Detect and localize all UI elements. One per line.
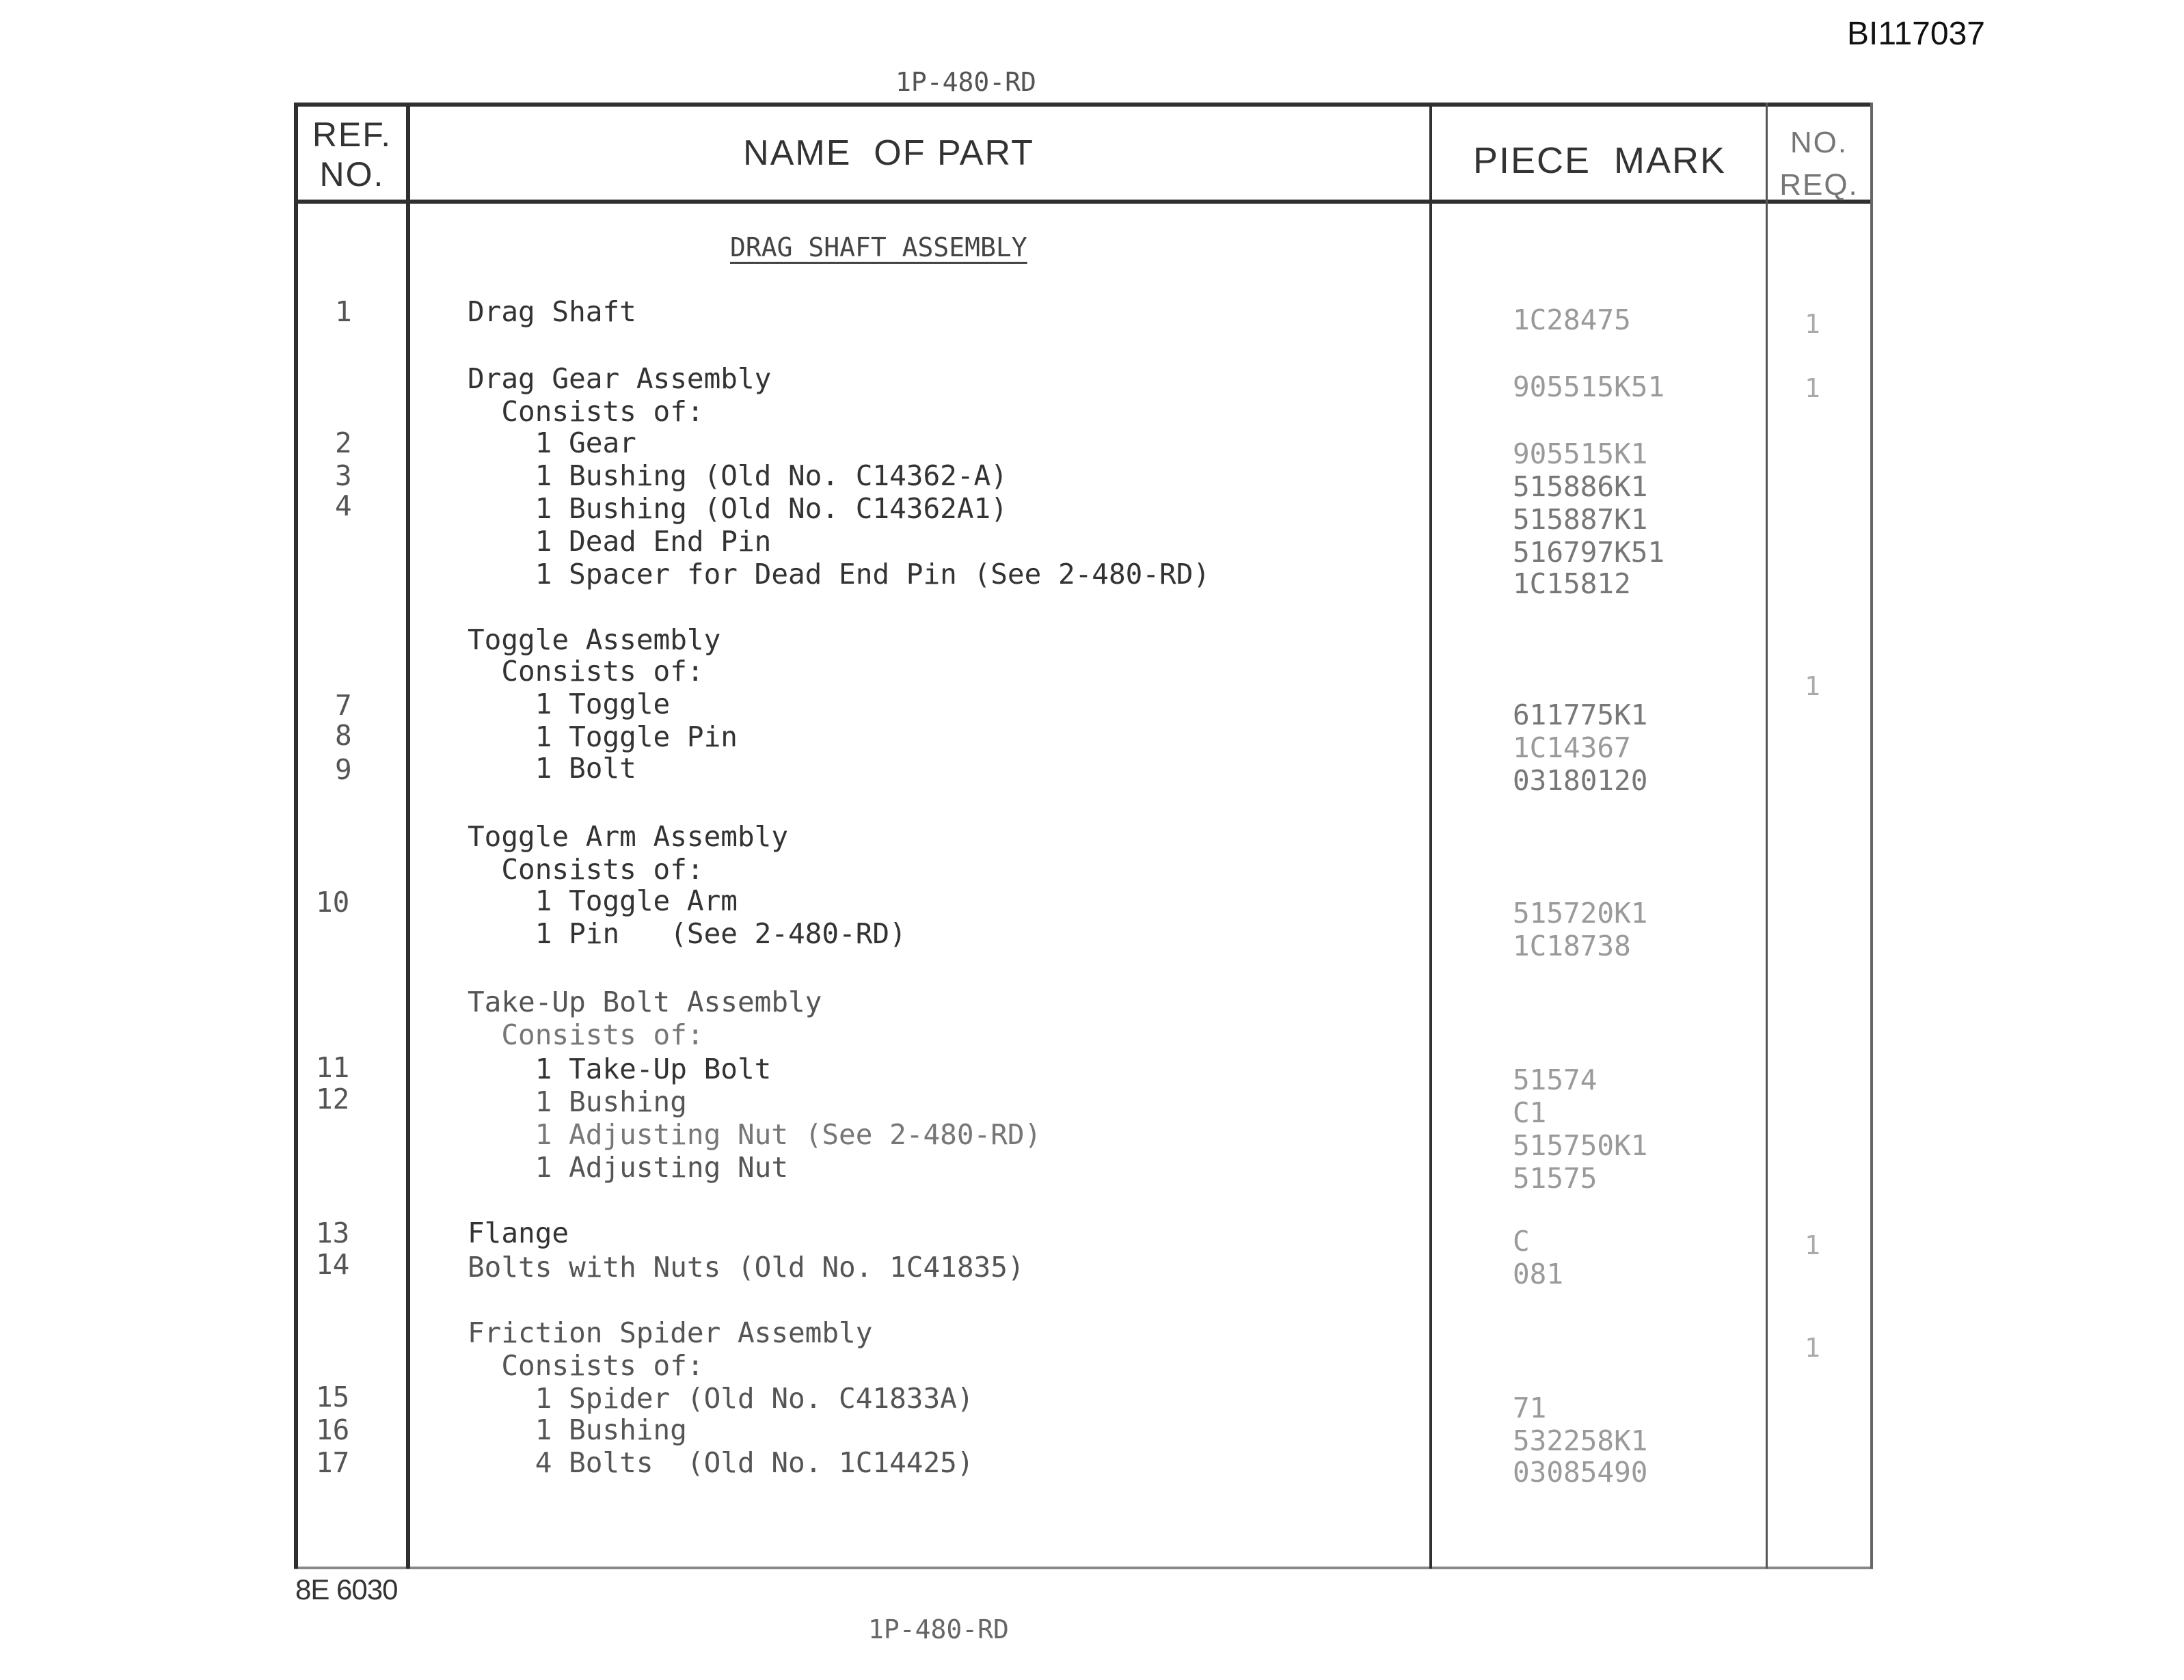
- part-name: Consists of:: [468, 655, 704, 688]
- part-name: 1 Bushing (Old No. C14362-A): [468, 459, 1008, 492]
- piece-mark: 1C14367: [1513, 731, 1631, 764]
- part-name: Flange: [468, 1217, 569, 1249]
- drawing-ref-top: 1P-480-RD: [895, 67, 1036, 97]
- qty-required: 1: [1805, 373, 1820, 403]
- piece-mark: 71: [1513, 1392, 1547, 1424]
- header-req-line1: NO.: [1790, 126, 1848, 159]
- ref-no: 11: [316, 1051, 350, 1084]
- part-name: 1 Bushing (Old No. C14362A1): [468, 492, 1008, 525]
- header-rule: [294, 200, 1873, 204]
- part-name: 1 Spider (Old No. C41833A): [468, 1382, 974, 1415]
- ref-no: 15: [316, 1381, 350, 1413]
- ref-no: 4: [335, 489, 352, 522]
- ref-no: 3: [335, 459, 352, 492]
- piece-mark: 515887K1: [1513, 503, 1648, 536]
- piece-mark: 611775K1: [1513, 699, 1648, 731]
- part-name: Consists of:: [468, 853, 704, 886]
- part-name: 1 Take-Up Bolt: [468, 1053, 772, 1085]
- piece-mark: 515750K1: [1513, 1129, 1648, 1162]
- ref-no: 10: [316, 886, 350, 919]
- part-name: Drag Shaft: [468, 295, 636, 328]
- part-name: 1 Bushing: [468, 1085, 687, 1118]
- piece-mark: 515886K1: [1513, 470, 1648, 503]
- part-name: Bolts with Nuts (Old No. 1C41835): [468, 1251, 1025, 1284]
- table-frame-bottom: [294, 1567, 1873, 1569]
- header-req-line2: REQ.: [1779, 168, 1859, 202]
- piece-mark: 1C15812: [1513, 567, 1631, 600]
- part-name: 1 Pin (See 2-480-RD): [468, 917, 906, 950]
- piece-mark: 905515K1: [1513, 437, 1648, 470]
- ref-no: 7: [335, 689, 352, 722]
- piece-mark: 1C28475: [1513, 303, 1631, 336]
- drawing-ref-bottom: 1P-480-RD: [868, 1614, 1009, 1644]
- qty-required: 1: [1805, 309, 1820, 339]
- piece-mark: 905515K51: [1513, 370, 1665, 403]
- ref-no: 1: [335, 295, 352, 328]
- part-name: Consists of:: [468, 1018, 704, 1051]
- ref-no: 8: [335, 719, 352, 752]
- part-name: 1 Bushing: [468, 1413, 687, 1446]
- section-title: DRAG SHAFT ASSEMBLY: [730, 232, 1027, 262]
- ref-no: 12: [316, 1083, 350, 1115]
- piece-mark: C1: [1513, 1096, 1547, 1129]
- ref-no: 2: [335, 426, 352, 459]
- part-name: Toggle Arm Assembly: [468, 820, 788, 853]
- piece-mark: 03085490: [1513, 1456, 1648, 1489]
- table-frame-right: [1870, 103, 1873, 1569]
- qty-required: 1: [1805, 1333, 1820, 1363]
- part-name: Take-Up Bolt Assembly: [468, 986, 822, 1018]
- part-name: 1 Gear: [468, 426, 636, 459]
- piece-mark: 515720K1: [1513, 897, 1648, 930]
- table-frame-top: [294, 103, 1873, 107]
- ref-no: 13: [316, 1217, 350, 1249]
- header-ref-line2: NO.: [319, 155, 385, 193]
- part-name: 1 Toggle: [468, 688, 671, 720]
- part-name: 1 Adjusting Nut (See 2-480-RD): [468, 1118, 1042, 1151]
- ref-no: 16: [316, 1413, 350, 1446]
- part-name: 1 Toggle Arm: [468, 884, 738, 917]
- part-name: Consists of:: [468, 395, 704, 428]
- part-name: 1 Dead End Pin: [468, 525, 772, 558]
- piece-mark: 51575: [1513, 1162, 1597, 1195]
- qty-required: 1: [1805, 1230, 1820, 1260]
- header-piece-mark: PIECE MARK: [1472, 140, 1727, 181]
- column-rule-mark: [1766, 103, 1768, 1569]
- header-ref-line1: REF.: [312, 116, 392, 154]
- column-rule-name: [1429, 103, 1432, 1569]
- header-name-of-part: NAME OF PART: [743, 133, 1034, 173]
- document-id: BI117037: [1847, 16, 1985, 52]
- part-name: Friction Spider Assembly: [468, 1316, 873, 1349]
- piece-mark: 081: [1513, 1258, 1564, 1290]
- part-name: 4 Bolts (Old No. 1C14425): [468, 1446, 974, 1479]
- piece-mark: 03180120: [1513, 764, 1648, 797]
- ref-no: 17: [316, 1446, 350, 1479]
- form-number: 8E 6030: [295, 1573, 398, 1606]
- part-name: Drag Gear Assembly: [468, 362, 772, 395]
- piece-mark: 532258K1: [1513, 1424, 1648, 1457]
- part-name: 1 Adjusting Nut: [468, 1151, 788, 1184]
- piece-mark: 1C18738: [1513, 930, 1631, 962]
- piece-mark: 51574: [1513, 1063, 1597, 1096]
- piece-mark: C: [1513, 1225, 1530, 1258]
- part-name: 1 Toggle Pin: [468, 720, 738, 753]
- part-name: 1 Spacer for Dead End Pin (See 2-480-RD): [468, 558, 1211, 591]
- part-name: Toggle Assembly: [468, 623, 721, 656]
- qty-required: 1: [1805, 671, 1820, 701]
- ref-no: 9: [335, 753, 352, 786]
- part-name: 1 Bolt: [468, 752, 636, 785]
- ref-no: 14: [316, 1248, 350, 1281]
- table-frame-left: [294, 103, 298, 1569]
- piece-mark: 516797K51: [1513, 536, 1665, 569]
- part-name: Consists of:: [468, 1349, 704, 1382]
